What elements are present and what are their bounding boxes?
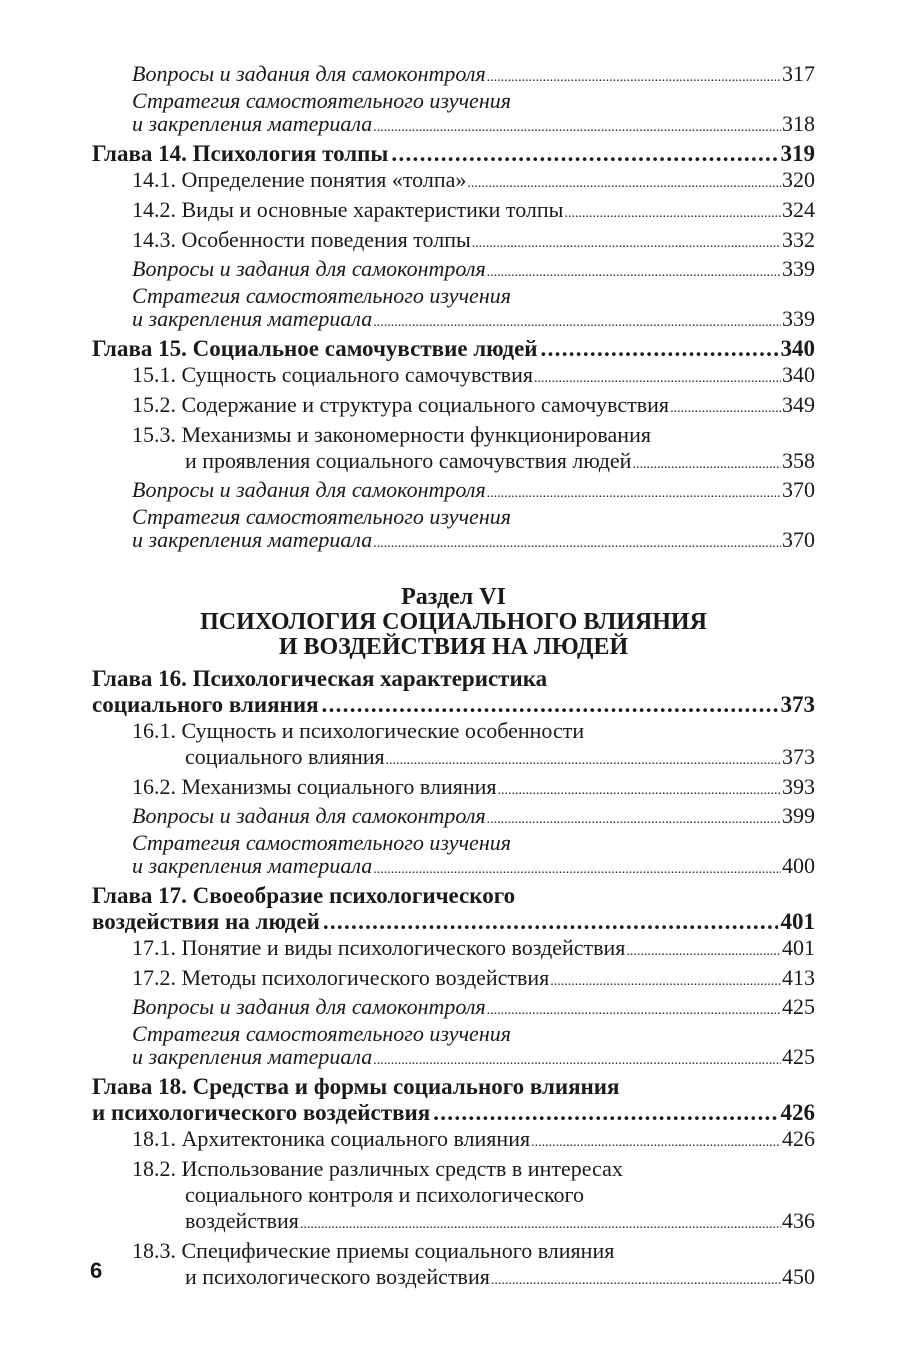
toc-section-15-2[interactable] — [92, 392, 815, 422]
section-title: 17.1. Понятие и виды психологического воздействия — [132, 935, 626, 960]
toc-chapter-14[interactable] — [92, 141, 815, 167]
leader-dots — [487, 66, 781, 89]
table-of-contents — [92, 62, 815, 1294]
section-page: 426 — [782, 1126, 815, 1151]
chapter-title-line2: социального влияния — [92, 692, 319, 717]
toc-page-number: 318 — [782, 111, 815, 136]
toc-self-check-17[interactable] — [92, 995, 815, 1022]
chapter-page: 340 — [780, 336, 815, 361]
section-title-line2: и закрепления материала — [132, 527, 373, 552]
part-heading — [92, 585, 815, 660]
leader-dots — [626, 939, 781, 965]
leader-dots — [550, 969, 781, 995]
toc-section-17-1[interactable] — [92, 935, 815, 965]
section-title: 18.1. Архитектоника социального влияния — [132, 1126, 531, 1151]
chapter-page: 373 — [780, 692, 815, 717]
section-page: 373 — [782, 744, 815, 769]
section-page: 425 — [782, 1044, 815, 1069]
section-title: 14.2. Виды и основные характеристики толпы — [132, 197, 564, 222]
chapter-title: Глава 15. Социальное самочувствие людей — [92, 336, 538, 361]
section-title-line1: Стратегия самостоятельного изучения — [132, 283, 511, 308]
toc-section-18-2[interactable] — [92, 1156, 815, 1238]
part-title-line2: И ВОЗДЕЙСТВИЯ НА ЛЮДЕЙ — [278, 634, 629, 660]
section-page: 370 — [782, 527, 815, 552]
section-title-line1: 18.2. Использование различных средств в интересах — [132, 1156, 623, 1181]
toc-section-17-2[interactable] — [92, 965, 815, 995]
chapter-title-line2: воздействия на людей — [92, 909, 320, 934]
toc-strategy-16[interactable] — [92, 831, 815, 881]
leader-dots — [531, 1130, 781, 1156]
section-page: 332 — [782, 227, 815, 252]
leader-dots — [433, 1100, 777, 1126]
toc-self-check-16[interactable] — [92, 804, 815, 831]
part-label: Раздел VI — [401, 584, 506, 610]
toc-section-15-1[interactable] — [92, 362, 815, 392]
toc-entry-title-line2: и закрепления материала — [132, 111, 373, 136]
leader-dots — [498, 778, 781, 804]
section-title: 16.2. Механизмы социального влияния — [132, 774, 497, 799]
toc-section-16-1[interactable] — [92, 718, 815, 774]
leader-dots — [322, 692, 778, 718]
section-page: 339 — [782, 306, 815, 331]
toc-entry-title: Вопросы и задания для самоконтроля — [132, 61, 486, 86]
leader-dots — [386, 748, 781, 774]
toc-chapter-16[interactable] — [92, 666, 815, 718]
chapter-title-line1: Глава 18. Средства и формы социального влияния — [92, 1074, 620, 1099]
section-title-line2: и закрепления материала — [132, 306, 373, 331]
leader-dots — [472, 231, 781, 257]
section-title: Вопросы и задания для самоконтроля — [132, 477, 486, 502]
toc-self-check-15[interactable] — [92, 478, 815, 505]
section-title-line2: и закрепления материала — [132, 1044, 373, 1069]
toc-section-14-2[interactable] — [92, 197, 815, 227]
toc-self-check-14[interactable] — [92, 257, 815, 284]
leader-dots — [391, 141, 777, 167]
leader-dots — [564, 201, 781, 227]
leader-dots — [487, 482, 781, 505]
section-title: Вопросы и задания для самоконтроля — [132, 803, 486, 828]
toc-entry-self-check-13[interactable] — [92, 62, 815, 89]
page-number: 6 — [90, 1258, 103, 1283]
toc-entry-strategy-13[interactable] — [92, 89, 815, 139]
section-page: 340 — [782, 362, 815, 387]
section-title: 15.1. Сущность социального самочувствия — [132, 362, 533, 387]
leader-dots — [467, 171, 781, 197]
section-title-line2: социального контроля и психологического — [185, 1182, 584, 1207]
toc-page-number: 317 — [782, 61, 815, 86]
chapter-title-line2: и психологического воздействия — [92, 1100, 431, 1125]
section-page: 393 — [782, 774, 815, 799]
section-title-line1: Стратегия самостоятельного изучения — [132, 504, 511, 529]
chapter-title: Глава 14. Психология толпы — [92, 141, 389, 166]
chapter-page: 426 — [780, 1100, 815, 1125]
section-title: 15.2. Содержание и структура социального самочувствия — [132, 392, 670, 417]
leader-dots — [670, 396, 781, 422]
toc-section-14-3[interactable] — [92, 227, 815, 257]
chapter-page: 401 — [780, 909, 815, 934]
toc-chapter-15[interactable] — [92, 336, 815, 362]
leader-dots — [487, 808, 781, 831]
section-page: 399 — [782, 803, 815, 828]
leader-dots — [487, 999, 781, 1022]
leader-dots — [323, 909, 778, 935]
toc-entry-title-line1: Стратегия самостоятельного изучения — [132, 88, 511, 113]
section-title: Вопросы и задания для самоконтроля — [132, 994, 486, 1019]
section-page: 324 — [782, 197, 815, 222]
leader-dots — [534, 366, 781, 392]
toc-strategy-14[interactable] — [92, 284, 815, 334]
section-page: 450 — [782, 1264, 815, 1289]
section-title-line1: Стратегия самостоятельного изучения — [132, 830, 511, 855]
leader-dots — [487, 261, 781, 284]
section-page: 358 — [782, 448, 815, 473]
section-title-line1: 15.3. Механизмы и закономерности функционирования — [132, 422, 651, 447]
section-page: 349 — [782, 392, 815, 417]
toc-section-16-2[interactable] — [92, 774, 815, 804]
leader-dots — [541, 336, 778, 362]
leader-dots — [373, 311, 781, 334]
section-title-line2: и проявления социального самочувствия людей — [185, 448, 632, 473]
leader-dots — [373, 116, 781, 139]
part-title-line1: ПСИХОЛОГИЯ СОЦИАЛЬНОГО ВЛИЯНИЯ — [200, 609, 707, 635]
leader-dots — [373, 1049, 781, 1072]
toc-chapter-18[interactable] — [92, 1074, 815, 1126]
leader-dots — [632, 452, 781, 478]
leader-dots — [300, 1212, 781, 1238]
section-title-line1: Стратегия самостоятельного изучения — [132, 1021, 511, 1046]
leader-dots — [373, 858, 781, 881]
section-page: 413 — [782, 965, 815, 990]
chapter-title-line1: Глава 17. Своеобразие психологического — [92, 883, 516, 908]
section-page: 370 — [782, 477, 815, 502]
leader-dots — [373, 532, 781, 555]
section-page: 401 — [782, 935, 815, 960]
section-title-line3: воздействия — [185, 1208, 299, 1233]
section-page: 339 — [782, 256, 815, 281]
toc-section-18-3[interactable] — [92, 1238, 815, 1294]
section-page: 400 — [782, 853, 815, 878]
section-title-line2: и закрепления материала — [132, 853, 373, 878]
section-title-line2: и психологического воздействия — [185, 1264, 490, 1289]
section-title-line1: 16.1. Сущность и психологические особенности — [132, 718, 585, 743]
leader-dots — [491, 1268, 781, 1294]
section-title-line2: социального влияния — [185, 744, 385, 769]
section-page: 436 — [782, 1208, 815, 1233]
chapter-page: 319 — [780, 141, 815, 166]
toc-section-14-1[interactable] — [92, 167, 815, 197]
chapter-title-line1: Глава 16. Психологическая характеристика — [92, 666, 548, 691]
toc-section-15-3[interactable] — [92, 422, 815, 478]
section-title: 14.1. Определение понятия «толпа» — [132, 167, 467, 192]
toc-chapter-17[interactable] — [92, 883, 815, 935]
toc-strategy-17[interactable] — [92, 1022, 815, 1072]
section-title: 17.2. Методы психологического воздействия — [132, 965, 550, 990]
toc-section-18-1[interactable] — [92, 1126, 815, 1156]
section-title: 14.3. Особенности поведения толпы — [132, 227, 471, 252]
section-title-line1: 18.3. Специфические приемы социального влияния — [132, 1238, 615, 1263]
section-page: 425 — [782, 994, 815, 1019]
toc-strategy-15[interactable] — [92, 505, 815, 555]
section-page: 320 — [782, 167, 815, 192]
section-title: Вопросы и задания для самоконтроля — [132, 256, 486, 281]
